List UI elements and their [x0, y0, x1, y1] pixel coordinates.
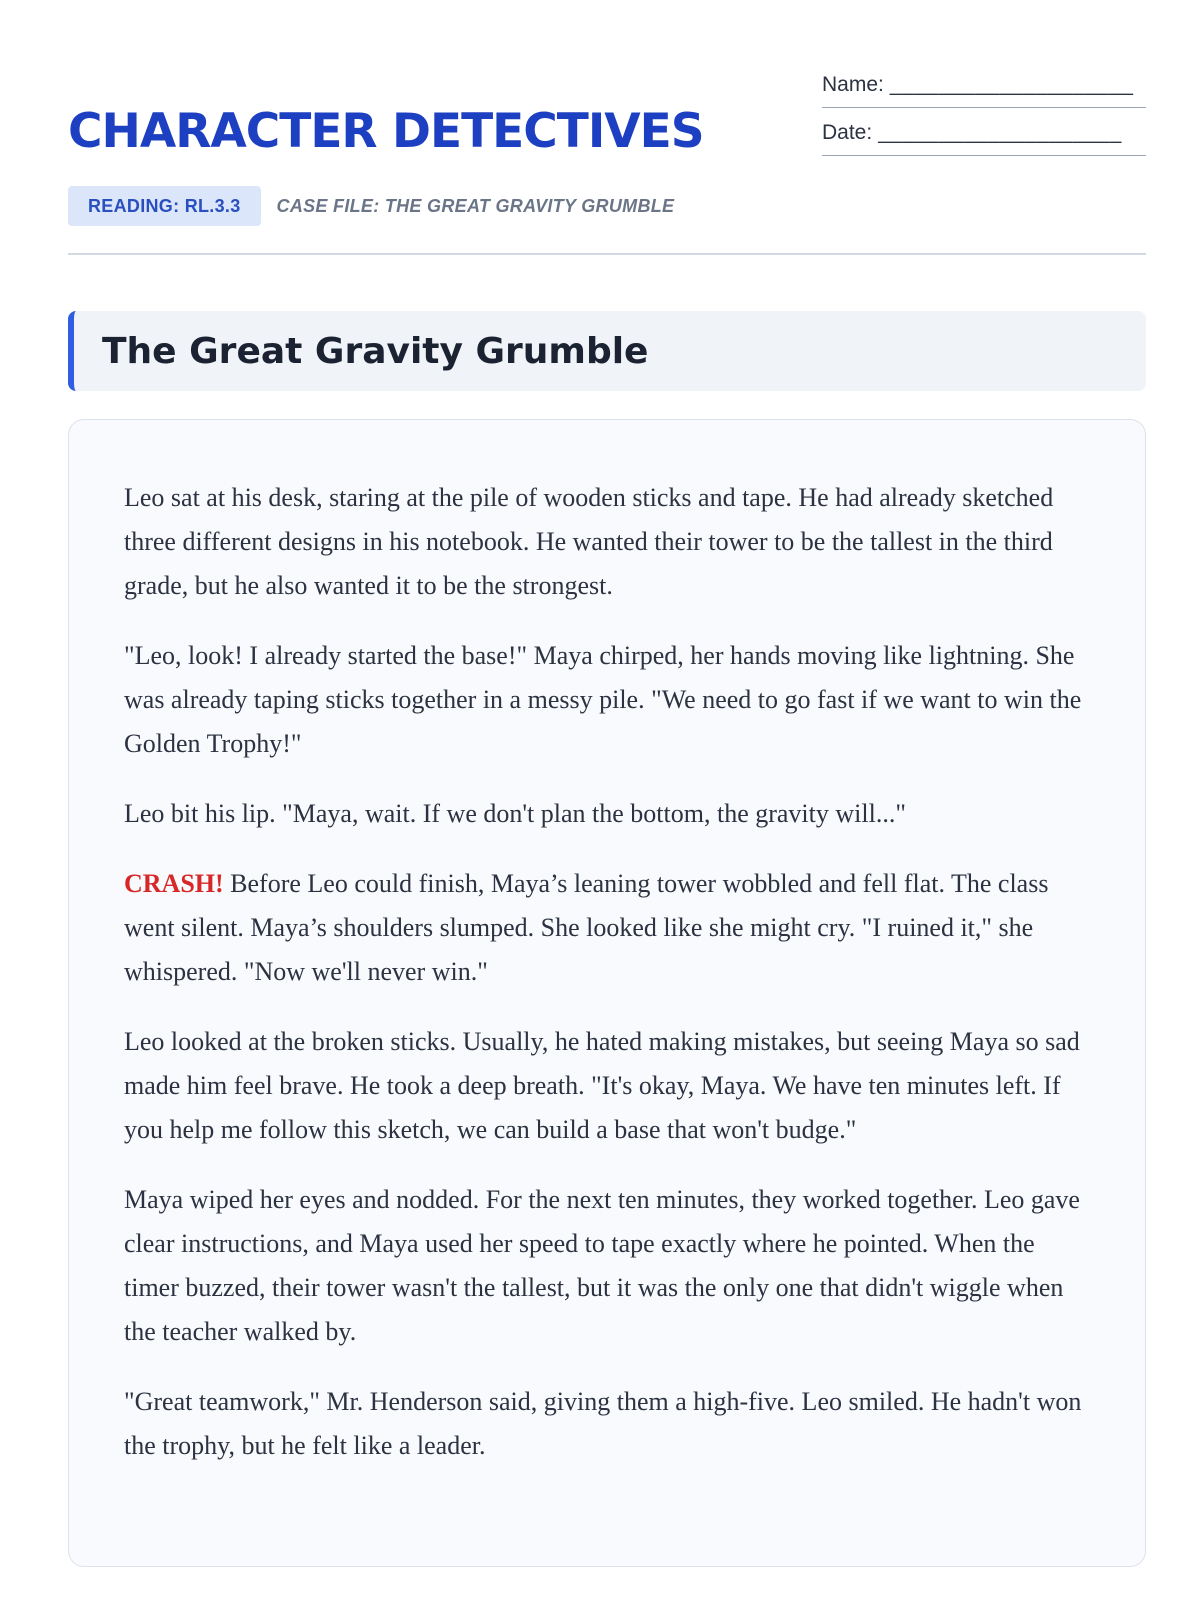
date-line: ____________________ — [878, 121, 1122, 144]
story-paragraph: "Great teamwork," Mr. Henderson said, giving them a high-five. Leo smiled. He hadn't won the trophy, but he felt like a leader. — [124, 1387, 1082, 1460]
worksheet-tags — [68, 186, 674, 226]
story-title: The Great Gravity Grumble — [102, 330, 649, 372]
story-title-banner — [68, 311, 1146, 391]
story-paragraph: Leo bit his lip. "Maya, wait. If we don't plan the bottom, the gravity will..." — [124, 799, 906, 828]
date-field[interactable] — [822, 110, 1146, 156]
date-label: Date: — [822, 121, 873, 144]
worksheet-title: CHARACTER DETECTIVES — [68, 104, 704, 159]
crash-word: CRASH! — [124, 869, 224, 898]
story-paragraph: Leo looked at the broken sticks. Usually, he hated making mistakes, but seeing Maya so sad made him feel brave. He took a deep breath. "It's okay, Maya. We have ten minutes left. If you help me follow this sketch, we can build a base that won't budge." — [124, 1027, 1080, 1144]
story-paragraph: "Leo, look! I already started the base!" Maya chirped, her hands moving like lightning. She was already taping sticks together in a messy pile. "We need to go fast if we want to win the Golden Trophy!" — [124, 641, 1082, 758]
story-paragraph — [124, 862, 1091, 994]
name-line: ____________________ — [889, 73, 1134, 96]
story-text-box — [68, 419, 1146, 1567]
standard-badge: READING: RL.3.3 — [68, 186, 261, 226]
story-paragraph: Leo sat at his desk, staring at the pile of wooden sticks and tape. He had already sketched three different designs in his notebook. He wanted their tower to be the tallest in the third grade, but he also wanted it to be the strongest. — [124, 483, 1054, 600]
case-file-label: CASE FILE: THE GREAT GRAVITY GRUMBLE — [276, 195, 675, 216]
name-label: Name: — [822, 73, 884, 96]
story-paragraph: Maya wiped her eyes and nodded. For the next ten minutes, they worked together. Leo gave clear instructions, and Maya used her speed to tape exactly where he pointed. When the timer buzzed, their tower wasn't the tallest, but it was the only one that didn't wiggle when the teacher walked by. — [124, 1185, 1080, 1346]
header-divider — [68, 253, 1146, 255]
name-field[interactable] — [822, 62, 1146, 108]
student-info-fields — [822, 62, 1146, 156]
story-paragraph-text: Before Leo could finish, Maya’s leaning tower wobbled and fell flat. The class went silent. Maya’s shoulders slumped. She looked like she might cry. "I ruined it," she whispered. "Now we'll never win." — [124, 869, 1049, 986]
